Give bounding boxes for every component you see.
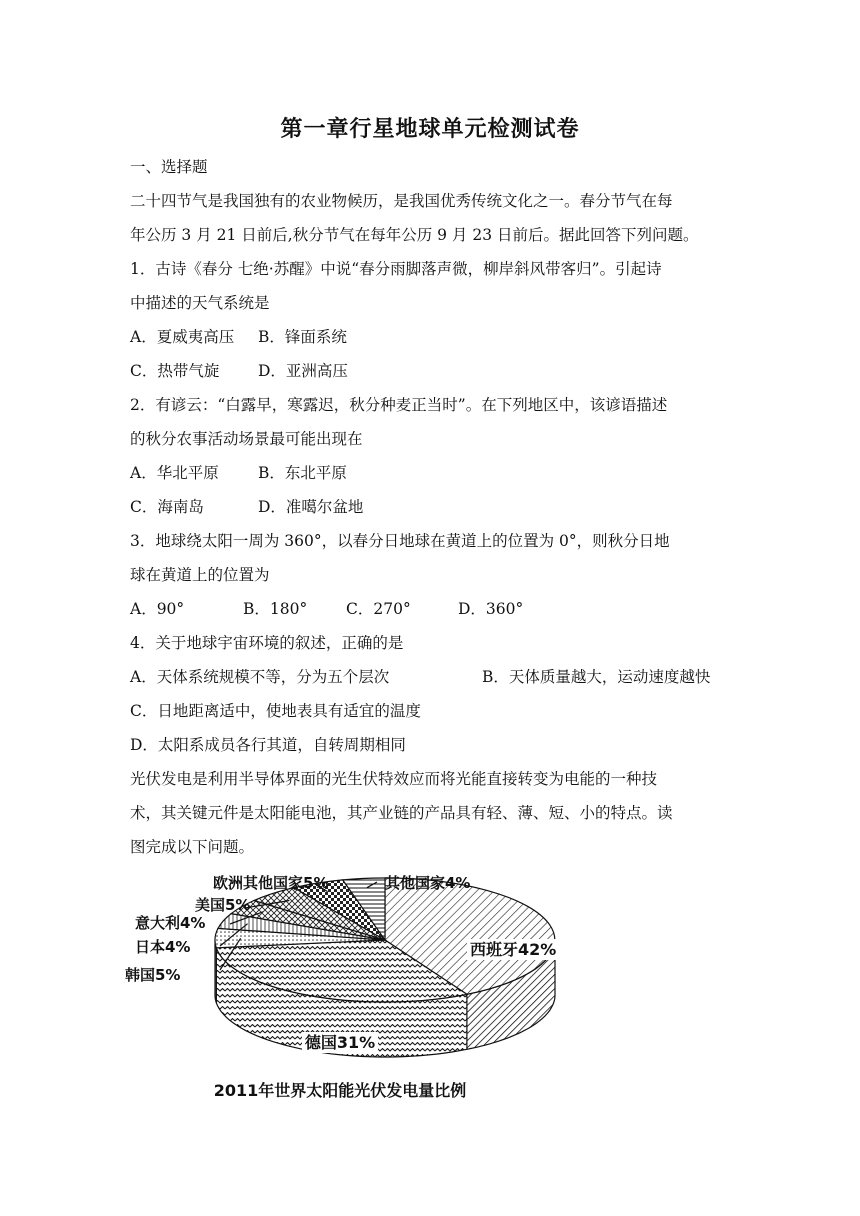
intro2-line3: 图完成以下问题。 <box>130 838 255 856</box>
q1-option-c: C．热带气旋 <box>130 362 220 380</box>
q4-option-d: D．太阳系成员各行其道，自转周期相同 <box>130 736 406 754</box>
pie-slice-label: 意大利4% <box>135 914 206 932</box>
q2-stem-line1: 2．有谚云：“白露早，寒露迟，秋分种麦正当时”。在下列地区中，该谚语描述 <box>130 396 668 414</box>
q4-option-c: C．日地距离适中，使地表具有适宜的温度 <box>130 702 421 720</box>
q3-option-c: C．270° <box>346 600 411 618</box>
q3-stem-line2: 球在黄道上的位置为 <box>130 566 270 584</box>
chart-title: 2011年世界太阳能光伏发电量比例 <box>213 1081 467 1100</box>
q1-stem-line1: 1．古诗《春分 七绝·苏醒》中说“春分雨脚落声微，柳岸斜风带客归”。引起诗 <box>130 260 662 278</box>
pie-slice-label: 欧洲其他国家5% <box>213 874 329 892</box>
q2-option-d: D．准噶尔盆地 <box>258 498 364 516</box>
intro1-line2: 年公历 3 月 21 日前后,秋分节气在每年公历 9 月 23 日前后。据此回答下列问题。 <box>130 226 699 244</box>
q4-option-a: A．天体系统规模不等，分为五个层次 <box>130 668 390 686</box>
intro1-line1: 二十四节气是我国独有的农业物候历，是我国优秀传统文化之一。春分节气在每 <box>130 192 673 210</box>
q2-option-a: A．华北平原 <box>130 464 219 482</box>
q4-stem-line1: 4．关于地球宇宙环境的叙述，正确的是 <box>130 634 404 652</box>
pie-slice-side <box>215 940 216 1003</box>
q1-option-d: D．亚洲高压 <box>258 362 348 380</box>
pie-slice-label: 西班牙42% <box>470 940 557 959</box>
pie-slice-label: 德国31% <box>304 1033 376 1052</box>
pie-chart <box>115 862 575 1112</box>
intro2-line2: 术，其关键元件是太阳能电池，其产业链的产品具有轻、薄、短、小的特点。读 <box>130 804 673 822</box>
pie-chart-figure <box>115 862 575 1112</box>
section-heading: 一、选择题 <box>130 158 208 176</box>
pie-slice-label: 美国5% <box>195 896 251 914</box>
pie-slice-label: 日本4% <box>135 938 191 956</box>
q3-option-d: D．360° <box>458 600 524 618</box>
q3-option-a: A．90° <box>130 600 185 618</box>
q2-option-c: C．海南岛 <box>130 498 204 516</box>
page-title: 第一章行星地球单元检测试卷 <box>280 116 580 142</box>
pie-slice-label: 其他国家4% <box>385 874 471 892</box>
q1-stem-line2: 中描述的天气系统是 <box>130 294 270 312</box>
q1-option-b: B．锋面系统 <box>258 328 347 346</box>
q2-stem-line2: 的秋分农事活动场景最可能出现在 <box>130 430 363 448</box>
pie-slice-label: 韩国5% <box>125 966 181 984</box>
q1-option-a: A．夏威夷高压 <box>130 328 235 346</box>
q4-option-b: B．天体质量越大，运动速度越快 <box>482 668 711 686</box>
intro2-line1: 光伏发电是利用半导体界面的光生伏特效应而将光能直接转变为电能的一种技 <box>130 770 658 788</box>
q3-option-b: B．180° <box>243 600 308 618</box>
q3-stem-line1: 3．地球绕太阳一周为 360°，以春分日地球在黄道上的位置为 0°，则秋分日地 <box>130 532 670 550</box>
q2-option-b: B．东北平原 <box>258 464 347 482</box>
